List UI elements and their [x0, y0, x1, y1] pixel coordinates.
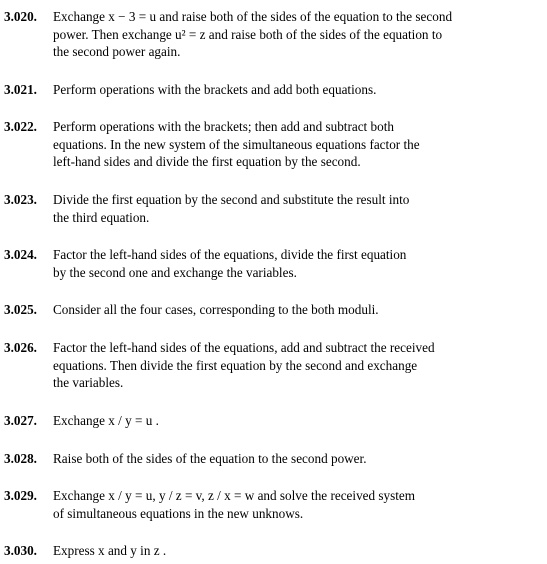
entry-line: left-hand sides and divide the first equation by the second.: [53, 154, 361, 170]
entry-text: [53, 339, 541, 392]
entry-line: Raise both of the sides of the equation to the second power.: [53, 451, 367, 466]
entry-line: Perform operations with the brackets and add both equations.: [53, 82, 377, 97]
entry-line: the variables.: [53, 375, 124, 391]
entry-number: 3.026.: [4, 340, 37, 355]
entry-number: 3.025.: [4, 302, 37, 317]
entry-number: 3.028.: [4, 451, 37, 466]
entry-line: the third equation.: [53, 209, 150, 225]
entry-line: equations. Then divide the first equation by the second and exchange: [53, 357, 418, 373]
entry-line: Divide the first equation by the second and substitute the result into: [53, 192, 410, 207]
entry-number: 3.023.: [4, 192, 37, 207]
entry-number: 3.024.: [4, 247, 37, 262]
entry-line: equations. In the new system of the simultaneous equations factor the: [53, 136, 420, 152]
entry-line: Factor the left-hand sides of the equations, divide the first equation: [53, 247, 407, 262]
entry-text: [53, 118, 541, 171]
entry-number: 3.020.: [4, 9, 37, 24]
entry-line: power. Then exchange u² = z and raise both of the sides of the equation to: [53, 26, 443, 42]
entry-text: [53, 487, 541, 522]
entry-line: the second power again.: [53, 44, 181, 60]
entry-text: [53, 81, 541, 99]
entry-line: Consider all the four cases, corresponding to the both moduli.: [53, 302, 379, 317]
entry-line: Exchange x / y = u, y / z = v, z / x = w and solve the received system: [53, 488, 416, 503]
entry-text: [53, 246, 541, 281]
entry-number: 3.030.: [4, 543, 37, 558]
entry-text: [53, 301, 541, 319]
entry-text: [53, 191, 541, 226]
entry-line: Perform operations with the brackets; then add and subtract both: [53, 119, 394, 134]
entry-text: [53, 542, 541, 560]
entry-line: Express x and y in z .: [53, 543, 167, 558]
entry-text: [53, 412, 541, 430]
entry-number: 3.021.: [4, 82, 37, 97]
entry-line: Factor the left-hand sides of the equations, add and subtract the received: [53, 340, 435, 355]
entry-line: Exchange x / y = u .: [53, 413, 159, 428]
entry-line: of simultaneous equations in the new unknows.: [53, 505, 304, 521]
entry-line: by the second one and exchange the variables.: [53, 264, 297, 280]
entry-number: 3.029.: [4, 488, 37, 503]
entry-text: [53, 8, 541, 61]
entry-line: Exchange x − 3 = u and raise both of the sides of the equation to the second: [53, 9, 453, 24]
entry-number: 3.022.: [4, 119, 37, 134]
entry-text: [53, 450, 541, 468]
entry-number: 3.027.: [4, 413, 37, 428]
